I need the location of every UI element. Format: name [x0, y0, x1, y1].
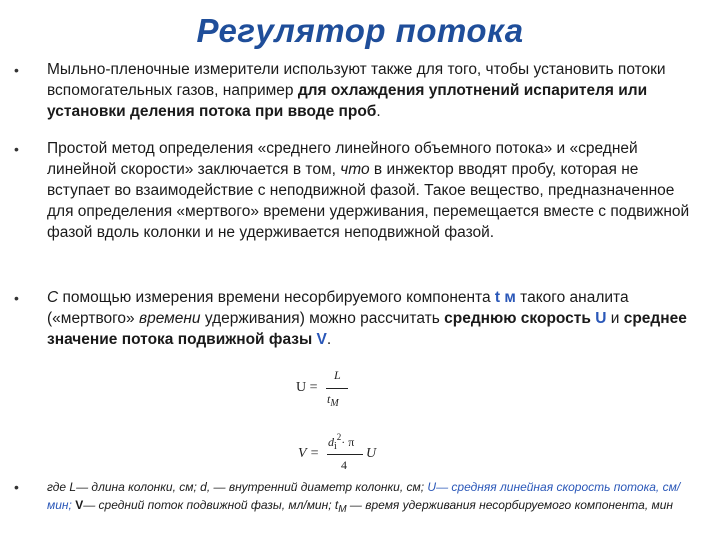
- bullet-2-part1: Простой метод определения «среднего линейного объемного потока» и «средней линейной скорости» заключается в том,: [47, 140, 638, 178]
- bullet-2-part2: в инжектор вводят пробу, которая не вступает во взаимодействие с неподвижной фазой. Такое вещество, предназначенное для определения «мертвого» времени удерживания, перемещается вместе с подвижной фазой вдоль колонки и не удерживается неподвижной фазой.: [47, 161, 690, 241]
- bullet-marker-2: •: [14, 141, 19, 157]
- formula-flow: [298, 432, 398, 476]
- note-part3: — средний поток подвижной фазы, мл/мин; t: [83, 498, 339, 512]
- formula-2-denominator: 4: [341, 458, 347, 472]
- formula-1-lhs: U =: [296, 380, 318, 395]
- bullet-3-part3: удерживания) можно рассчитать: [200, 310, 445, 327]
- bullet-1-bold: для охлаждения уплотнений испарителя или установки деления потока при вводе проб: [47, 82, 648, 120]
- bullet-3-part2: такого аналита («мертвого»: [47, 289, 629, 327]
- formula-2-numerator: $d_i^2\cdot \pi$: [328, 432, 355, 452]
- bullet-1-end: .: [376, 103, 381, 120]
- bullet-marker-3: •: [14, 290, 19, 306]
- note-part1: где L— длина колонки, см; d, — внутренний диаметр колонки, см;: [47, 480, 428, 494]
- formula-velocity: [296, 368, 376, 412]
- formula-2-rhs: U: [366, 446, 377, 461]
- formula-2-lhs: V =: [298, 446, 320, 461]
- bullet-2-italic: что: [340, 161, 370, 178]
- dead-time-symbol: t м: [494, 289, 516, 306]
- note-velocity-definition: U— средняя линейная скорость потока, см/мин;: [47, 480, 681, 512]
- note-part4: — время удерживания несорбируемого компонента, мин: [346, 498, 673, 512]
- bullet-marker-4: •: [14, 479, 19, 495]
- slide-title: Регулятор потока: [196, 12, 524, 49]
- bullet-marker-1: •: [14, 62, 19, 78]
- note-t-subscript: M: [338, 504, 347, 515]
- bullet-3-bold-flow: среднее значение потока подвижной фазы: [47, 310, 687, 348]
- formula-1-denominator: $t_M$: [327, 392, 339, 409]
- formula-1-fraction-bar: [326, 388, 348, 389]
- bullet-3-bold-speed: среднюю скорость: [444, 310, 591, 327]
- formula-1-numerator: L: [334, 368, 341, 382]
- bullet-3-part4: и: [606, 310, 624, 327]
- bullet-1-text: [47, 59, 695, 122]
- bullet-3-italic-time: времени: [138, 310, 201, 327]
- bullet-3-text: [47, 287, 695, 350]
- flow-symbol: V: [316, 331, 327, 348]
- variable-legend-note: [47, 478, 695, 519]
- velocity-symbol: U: [595, 310, 607, 327]
- bullet-2-text: [47, 138, 695, 243]
- note-flow-symbol: V: [75, 498, 84, 512]
- bullet-3-italic-start: С: [47, 289, 59, 306]
- bullet-1-part1: Мыльно-пленочные измерители используют также для того, чтобы установить потоки вспомогательных газов, например: [47, 61, 666, 99]
- bullet-3-end: .: [326, 331, 332, 348]
- formula-2-fraction-bar: [327, 454, 363, 455]
- bullet-3-part1: помощью измерения времени несорбируемого компонента: [58, 289, 495, 306]
